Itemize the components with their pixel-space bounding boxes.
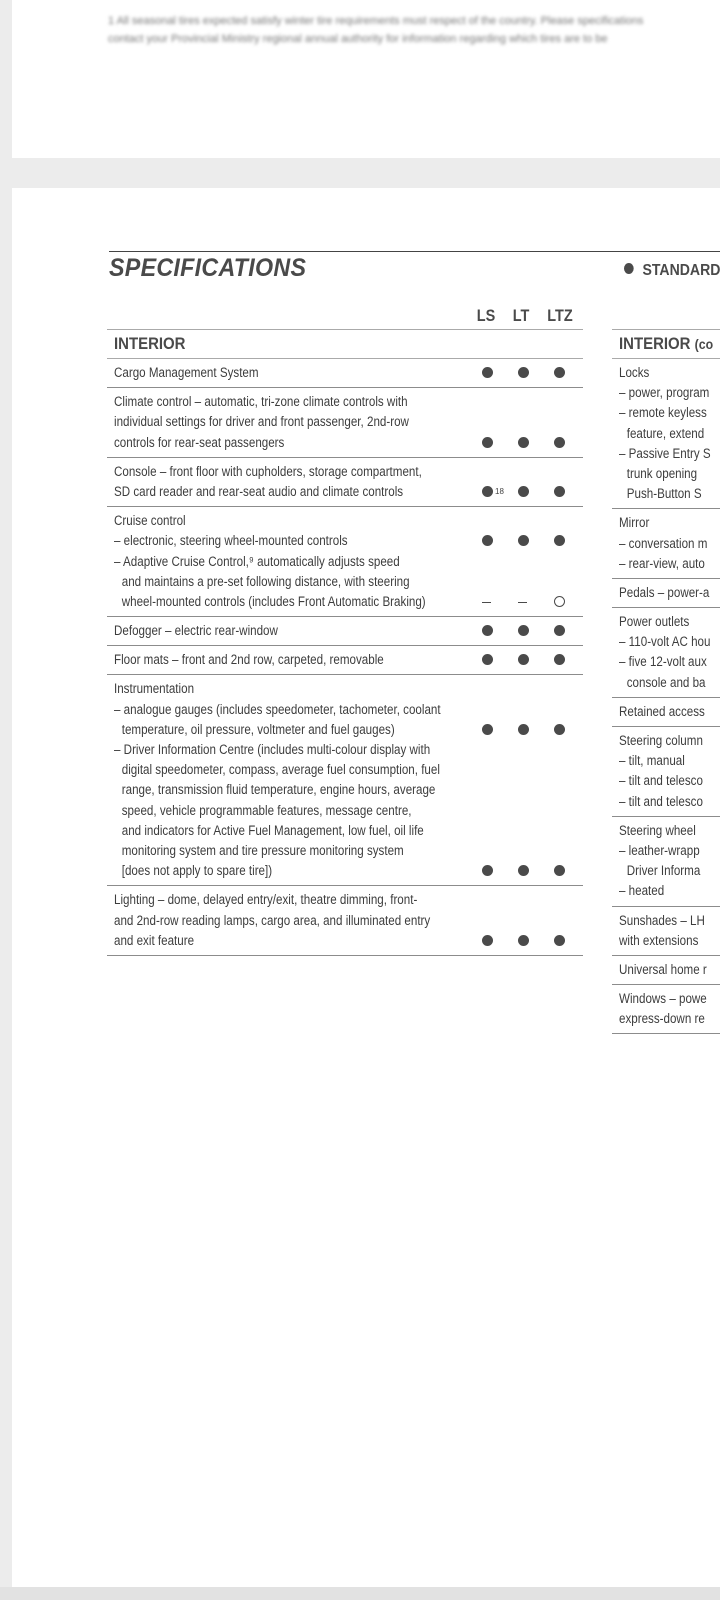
standard-dot-icon-lt <box>518 437 529 448</box>
trim-header-ltz: LTZ <box>547 306 573 325</box>
table-row <box>107 507 583 617</box>
row-line <box>619 612 720 632</box>
interior-continued-rows <box>612 359 720 1034</box>
feature-text: – tilt and telesco <box>619 793 703 809</box>
row-line <box>114 911 583 931</box>
standard-dot-icon-lt <box>518 535 529 546</box>
row-line <box>619 554 720 574</box>
standard-dot-icon-lt <box>518 486 529 497</box>
feature-text: Cargo Management System <box>114 365 259 380</box>
row-line <box>114 780 583 800</box>
table-row <box>612 359 720 509</box>
feature-text: Locks <box>619 365 650 380</box>
feature-text: Floor mats – front and 2nd row, carpeted, removable <box>114 652 384 668</box>
row-line <box>114 552 583 572</box>
not-available-dash-icon-lt <box>518 602 527 603</box>
row-line <box>114 392 583 412</box>
feature-text: – analogue gauges (includes speedometer, tachometer, coolant <box>114 701 441 717</box>
feature-text: Lighting – dome, delayed entry/exit, theatre dimming, front- <box>114 892 418 908</box>
row-line <box>619 702 720 722</box>
feature-text: – leather-wrapp <box>619 842 700 858</box>
standard-dot-icon-lt <box>518 724 529 735</box>
footnote-superscript: 18 <box>495 486 504 496</box>
legend-standard: STANDARD <box>624 262 720 280</box>
row-line <box>619 632 720 652</box>
standard-dot-icon-ls <box>482 486 493 497</box>
feature-text: – power, program <box>619 385 710 401</box>
feature-text: Console – front floor with cupholders, storage compartment, <box>114 463 422 479</box>
row-line <box>114 363 583 383</box>
standard-dot-icon-lt <box>518 865 529 876</box>
feature-text: monitoring system and tire pressure monitoring system <box>121 842 404 858</box>
trim-header-lt: LT <box>512 306 530 325</box>
row-line <box>114 679 583 699</box>
feature-text: – tilt, manual <box>619 753 685 769</box>
feature-text: Instrumentation <box>114 681 195 697</box>
row-line <box>619 363 720 383</box>
feature-text: Retained access <box>619 703 705 719</box>
feature-text: console and ba <box>626 674 706 690</box>
specifications-page <box>12 188 720 1588</box>
row-line <box>114 861 583 881</box>
standard-dot-icon <box>624 263 634 274</box>
table-row <box>612 727 720 817</box>
table-row <box>612 956 720 985</box>
feature-text: Climate control – automatic, tri-zone climate controls with <box>114 394 408 410</box>
row-line <box>619 771 720 791</box>
standard-dot-icon-ltz <box>554 625 565 636</box>
standard-dot-icon-ltz <box>554 535 565 546</box>
availability-marks <box>474 621 594 641</box>
table-row <box>107 388 583 458</box>
row-line <box>619 424 720 444</box>
feature-text: express-down re <box>619 1011 705 1027</box>
standard-dot-icon-ls <box>482 865 493 876</box>
row-line <box>619 861 720 881</box>
row-line <box>114 592 583 612</box>
table-row <box>107 359 583 388</box>
feature-text: and maintains a pre-set following distance, with steering <box>121 573 410 589</box>
availability-marks <box>474 592 594 612</box>
feature-text: – Passive Entry S <box>619 445 711 461</box>
feature-text: with extensions <box>619 932 699 948</box>
table-row <box>612 698 720 727</box>
feature-text: – Adaptive Cruise Control,⁹ automatically adjusts speed <box>114 553 400 569</box>
row-line <box>619 652 720 672</box>
row-line <box>114 531 583 551</box>
standard-dot-icon-lt <box>518 935 529 946</box>
feature-text: – remote keyless <box>619 405 707 421</box>
row-line <box>619 989 720 1009</box>
row-line <box>619 911 720 931</box>
interior-continued-table <box>612 329 720 1034</box>
feature-text: – five 12-volt aux <box>619 654 707 670</box>
feature-text: Driver Informa <box>626 863 701 879</box>
feature-text: individual settings for driver and front passenger, 2nd-row <box>114 414 409 430</box>
feature-text: – electronic, steering wheel-mounted controls <box>114 533 348 549</box>
feature-text: Mirror <box>619 515 650 531</box>
feature-text: feature, extend <box>626 425 705 441</box>
feature-text: Power outlets <box>619 614 690 630</box>
feature-text: Defogger – electric rear-window <box>114 623 278 639</box>
page-title: SPECIFICATIONS <box>109 254 307 282</box>
feature-text: – 110-volt AC hou <box>619 634 711 650</box>
feature-text: Steering wheel <box>619 822 696 838</box>
standard-dot-icon-ls <box>482 654 493 665</box>
standard-dot-icon-ls <box>482 367 493 378</box>
row-line <box>619 1009 720 1029</box>
row-line <box>619 792 720 812</box>
table-row <box>612 579 720 608</box>
table-row <box>612 907 720 956</box>
feature-text: trunk opening <box>626 465 698 481</box>
feature-text: Pedals – power-a <box>619 584 710 600</box>
row-line <box>619 383 720 403</box>
availability-marks <box>474 363 594 383</box>
standard-dot-icon-ls <box>482 625 493 636</box>
trim-header-ls: LS <box>476 306 496 325</box>
row-line <box>114 572 583 592</box>
feature-text: controls for rear-seat passengers <box>114 434 285 450</box>
row-line <box>619 841 720 861</box>
availability-marks <box>474 531 594 551</box>
feature-text: – conversation m <box>619 535 708 551</box>
interior-table <box>107 329 583 956</box>
section-heading-continued: INTERIOR (co <box>612 329 720 359</box>
title-rule <box>109 251 720 252</box>
feature-text: Cruise control <box>114 513 186 529</box>
feature-text: speed, vehicle programmable features, message centre, <box>121 802 412 818</box>
row-line <box>619 821 720 841</box>
section-heading: INTERIOR <box>107 329 583 359</box>
standard-dot-icon-ltz <box>554 865 565 876</box>
row-line <box>114 700 583 720</box>
table-row <box>612 608 720 698</box>
table-row <box>612 509 720 579</box>
row-line <box>114 931 583 951</box>
row-line <box>114 621 583 641</box>
row-line <box>619 931 720 951</box>
available-circle-icon-ltz <box>554 596 565 607</box>
feature-text: and 2nd-row reading lamps, cargo area, and illuminated entry <box>114 912 431 928</box>
row-line <box>619 673 720 693</box>
row-line <box>619 484 720 504</box>
table-row <box>107 617 583 646</box>
row-line <box>114 482 583 502</box>
row-line <box>619 731 720 751</box>
table-row <box>612 985 720 1034</box>
row-line <box>114 760 583 780</box>
feature-text: range, transmission fluid temperature, engine hours, average <box>121 782 436 798</box>
not-available-dash-icon-ls <box>482 602 491 603</box>
feature-text: – Driver Information Centre (includes multi-colour display with <box>114 742 431 757</box>
availability-marks <box>474 720 594 740</box>
feature-text: and indicators for Active Fuel Management, low fuel, oil life <box>121 822 424 838</box>
table-row <box>107 458 583 507</box>
standard-dot-icon-ltz <box>554 724 565 735</box>
standard-dot-icon-ls <box>482 437 493 448</box>
table-row <box>107 886 583 956</box>
feature-text: – heated <box>619 883 665 899</box>
availability-marks <box>474 861 594 881</box>
row-line <box>114 841 583 861</box>
row-line <box>619 513 720 533</box>
standard-dot-icon-lt <box>518 654 529 665</box>
standard-dot-icon-ltz <box>554 654 565 665</box>
standard-dot-icon-ls <box>482 724 493 735</box>
blurred-footnote: 1 All seasonal tires expected satisfy winter tire requirements must respect of the country. Please specifications contact your Provincial Ministry regional annual authority for information regarding which tires are to be <box>108 15 644 45</box>
row-line <box>619 960 720 980</box>
row-line <box>114 412 583 432</box>
table-row <box>107 646 583 675</box>
row-line <box>619 464 720 484</box>
feature-text: Push-Button S <box>626 486 702 502</box>
row-line <box>114 720 583 740</box>
row-line <box>619 444 720 464</box>
standard-dot-icon-ltz <box>554 437 565 448</box>
row-line <box>619 403 720 423</box>
feature-text: – rear-view, auto <box>619 555 705 571</box>
availability-marks <box>474 433 594 453</box>
row-line <box>619 583 720 603</box>
row-line <box>114 650 583 670</box>
feature-text: temperature, oil pressure, voltmeter and fuel gauges) <box>121 721 395 737</box>
row-line <box>114 821 583 841</box>
availability-marks <box>474 931 594 951</box>
page-gap <box>0 1587 720 1600</box>
feature-text: SD card reader and rear-seat audio and climate controls <box>114 483 404 499</box>
table-row <box>612 817 720 907</box>
feature-text: Universal home r <box>619 961 707 977</box>
feature-text: Windows – powe <box>619 991 707 1007</box>
standard-dot-icon-ls <box>482 935 493 946</box>
row-line <box>114 462 583 482</box>
table-row <box>107 675 583 886</box>
row-line <box>619 751 720 771</box>
row-line <box>114 740 583 760</box>
standard-dot-icon-ltz <box>554 486 565 497</box>
standard-dot-icon-ltz <box>554 367 565 378</box>
previous-page <box>12 0 720 158</box>
standard-dot-icon-lt <box>518 367 529 378</box>
availability-marks <box>474 650 594 670</box>
feature-text: – tilt and telesco <box>619 773 703 789</box>
row-line <box>114 890 583 910</box>
feature-text: Steering column <box>619 733 703 748</box>
feature-text: [does not apply to spare tire]) <box>121 863 273 879</box>
row-line <box>114 801 583 821</box>
row-line <box>619 881 720 901</box>
interior-rows <box>107 359 583 956</box>
row-line <box>619 534 720 554</box>
feature-text: digital speedometer, compass, average fuel consumption, fuel <box>121 762 440 778</box>
standard-dot-icon-ltz <box>554 935 565 946</box>
feature-text: Sunshades – LH <box>619 912 705 928</box>
feature-text: wheel-mounted controls (includes Front Automatic Braking) <box>121 593 426 609</box>
availability-marks <box>474 482 594 502</box>
standard-dot-icon-lt <box>518 625 529 636</box>
feature-text: and exit feature <box>114 932 195 948</box>
row-line <box>114 511 583 531</box>
standard-dot-icon-ls <box>482 535 493 546</box>
row-line <box>114 433 583 453</box>
